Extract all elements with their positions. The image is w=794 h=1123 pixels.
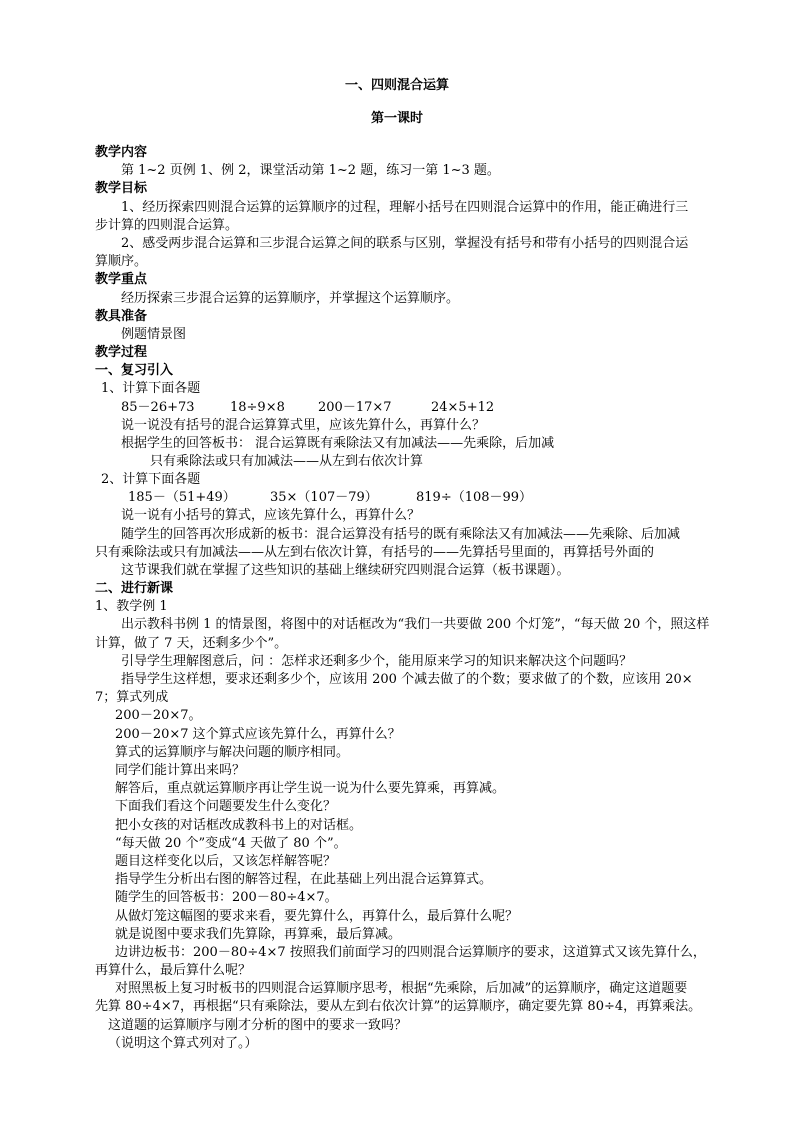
- heading-prep: 教具准备: [95, 309, 148, 324]
- heading-content: 教学内容: [95, 145, 148, 160]
- ex1-line-m: “每天做 20 个”变成“4 天做了 80 个”。: [115, 836, 347, 851]
- ex1-line-n: 题目这样变化以后，又该怎样解答呢？: [115, 854, 337, 869]
- calc-row-2: [0, 490, 794, 506]
- page-subtitle: 第一课时: [370, 111, 423, 126]
- ex1-line-a: 出示教科书例 1 的情景图，将图中的对话框改为“我们一共要做 200 个灯笼”，“每天做 20 个，照这样: [121, 617, 710, 632]
- heading-goal: 教学目标: [95, 181, 148, 196]
- review-2-board-1: 随学生的回答再次形成新的板书：混合运算没有括号的既有乘除法又有加减法——先乘除、后加减: [121, 527, 681, 542]
- content-text: 第 1~2 页例 1、例 2，课堂活动第 1~2 题，练习一第 1~3 题。: [121, 163, 500, 178]
- key-text: 经历探索三步混合运算的运算顺序，并掌握这个运算顺序。: [121, 291, 460, 306]
- ex1-line-u: 对照黑板上复习时板书的四则混合运算顺序思考，根据“先乘除，后加减”的运算顺序，确定这道题要: [115, 981, 688, 996]
- ex1-line-j: 解答后，重点就运算顺序再让学生说一说为什么要先算乘，再算减。: [115, 781, 506, 796]
- ex1-line-x: （说明这个算式列对了。）: [108, 1036, 258, 1051]
- review-item-2: 2、计算下面各题: [101, 472, 201, 487]
- ex1-line-t: 再算什么，最后算什么呢？: [95, 963, 252, 978]
- example-1-heading: 1、教学例 1: [95, 599, 168, 614]
- review-intro: 这节课我们就在掌握了这些知识的基础上继续研究四则混合运算（板书课题）。: [121, 563, 570, 578]
- heading-process: 教学过程: [95, 345, 148, 360]
- review-item-1: 1、计算下面各题: [101, 381, 201, 396]
- calc-1-expr-3: 200－17×7: [318, 400, 392, 415]
- goal-1-line-2: 步计算的四则混合运算。: [95, 218, 239, 233]
- ex1-line-c: 引导学生理解图意后，问 ：怎样求还剩多少个，能用原来学习的知识来解决这个问题吗？: [121, 654, 633, 669]
- review-2-board-2: 只有乘除法或只有加减法——从左到右依次计算，有括号的——先算括号里面的，再算括号外面的: [95, 545, 655, 560]
- ex1-line-o: 指导学生分析出右图的解答过程，在此基础上列出混合运算算式。: [115, 872, 493, 887]
- calc-1-expr-1: 85－26+73: [121, 400, 195, 415]
- review-1-board-1: 根据学生的回答板书： 混合运算既有乘除法又有加减法——先乘除，后加减: [121, 436, 555, 451]
- goal-1-line-1: 1、经历探索四则混合运算的运算顺序的过程，理解小括号在四则混合运算中的作用，能正确进行三: [121, 200, 689, 215]
- ex1-line-q: 从做灯笼这幅图的要求来看，要先算什么，再算什么，最后算什么呢？: [115, 909, 519, 924]
- ex1-line-p: 随学生的回答板书：200－80÷4×7。: [115, 890, 338, 905]
- ex1-line-d: 指导学生这样想，要求还剩多少个，应该用 200 个减去做了的个数；要求做了的个数，应该用 20×: [121, 672, 693, 687]
- ex1-line-v: 先算 80÷4×7，再根据“只有乘除法，要从左到右依次计算”的运算顺序，确定要先算 80÷4，再算乘法。: [95, 999, 702, 1014]
- ex1-line-b: 计算，做了 7 天，还剩多少个”。: [95, 636, 288, 651]
- prep-text: 例题情景图: [121, 327, 187, 342]
- ex1-line-s: 边讲边板书：200－80÷4×7 按照我们前面学习的四则混合运算顺序的要求，这道算式又该先算什么，: [115, 945, 706, 960]
- ex1-line-g: 200－20×7 这个算式应该先算什么，再算什么？: [115, 727, 401, 742]
- page-title: 一、四则混合运算: [344, 78, 449, 93]
- ex1-line-e: 7；算式列成: [95, 690, 169, 705]
- heading-key: 教学重点: [95, 272, 148, 287]
- review-1-question: 说一说没有括号的混合运算算式里，应该先算什么，再算什么？: [121, 418, 486, 433]
- calc-2-expr-1: 185－（51+49）: [128, 490, 236, 505]
- ex1-line-w: 这道题的运算顺序与刚才分析的图中的要求一致吗？: [108, 1018, 408, 1033]
- calc-1-expr-4: 24×5+12: [431, 400, 495, 415]
- calc-1-expr-2: 18÷9×8: [230, 400, 285, 415]
- heading-review: 一、复习引入: [95, 363, 174, 378]
- heading-new: 二、进行新课: [95, 581, 174, 596]
- ex1-line-i: 同学们能计算出来吗？: [115, 763, 246, 778]
- ex1-line-l: 把小女孩的对话框改成教科书上的对话框。: [115, 818, 363, 833]
- ex1-line-k: 下面我们看这个问题要发生什么变化？: [115, 799, 337, 814]
- review-2-question: 说一说有小括号的算式，应该先算什么，再算什么？: [121, 508, 421, 523]
- calc-2-expr-3: 819÷（108－99）: [416, 490, 533, 505]
- review-1-board-2: 只有乘除法或只有加减法——从左到右依次计算: [150, 454, 424, 469]
- calc-2-expr-2: 35×（107－79）: [270, 490, 378, 505]
- goal-2-line-2: 算顺序。: [95, 254, 148, 269]
- goal-2-line-1: 2、感受两步混合运算和三步混合运算之间的联系与区别，掌握没有括号和带有小括号的四则混合运: [121, 236, 689, 251]
- ex1-line-f: 200－20×7。: [115, 708, 202, 723]
- ex1-line-r: 就是说图中要求我们先算除，再算乘，最后算减。: [115, 927, 402, 942]
- ex1-line-h: 算式的运算顺序与解决问题的顺序相同。: [115, 745, 350, 760]
- calc-row-1: [0, 400, 794, 416]
